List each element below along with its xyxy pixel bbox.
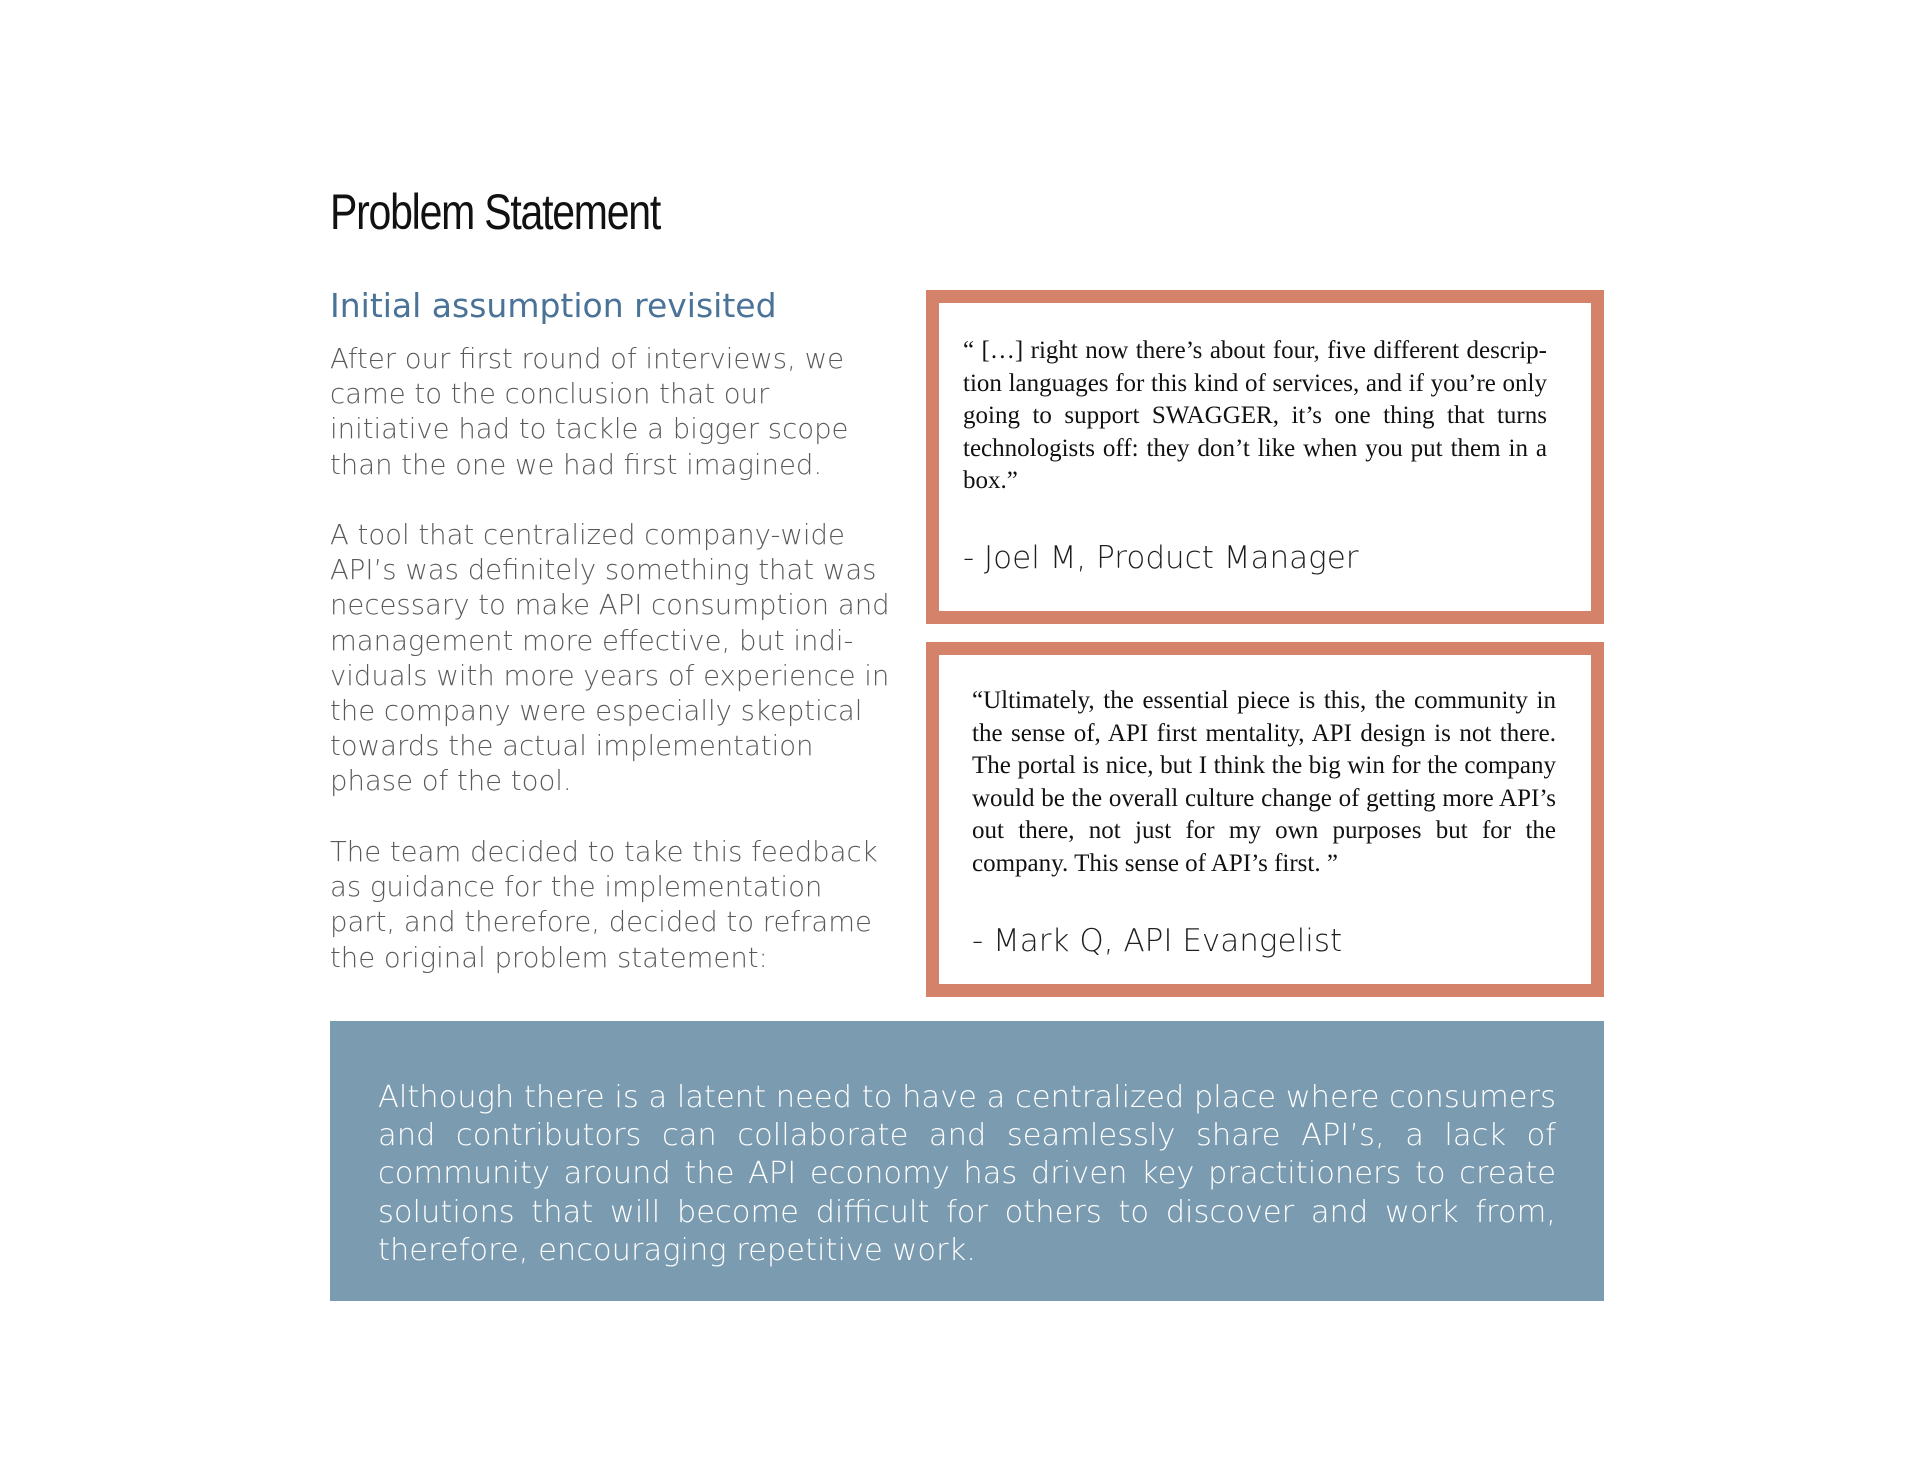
quote-attribution: - Joel M, Product Manager <box>963 540 1359 576</box>
reframe-paragraph: The team decided to take this feedback as guidance for the implementation part, and therefore, decided to reframe the original problem statement: <box>330 836 878 974</box>
quote-attribution: - Mark Q, API Evangelist <box>972 923 1343 959</box>
intro-paragraph: After our first round of interviews, we came to the conclusion that our initiative had to tackle a bigger scope than the one we had first imagined. <box>330 343 849 481</box>
problem-statement-box <box>330 1021 1604 1301</box>
quote-card-joel <box>926 290 1604 624</box>
quote-card-mark <box>926 642 1604 997</box>
problem-statement-text: Although there is a latent need to have a centralized place where consumers and contributors can collaborate and seamlessly share API’s, a lack of community around the API economy has driven key practitioners to create solutions that will become difficult for others to discover and work from, therefore, encouraging repetitive work. <box>378 1080 1556 1268</box>
page-title: Problem Statement <box>330 184 661 240</box>
quote-text: “ […] right now there’s about four, five different descrip-tion languages for this kind of services, and if you’re only going to support SWAGGER, it’s one thing that turns technologists off: they don’t like when you put them in a box.” <box>963 337 1547 494</box>
quote-text: “Ultimately, the essential piece is this, the community in the sense of, API first mentality, API design is not there. The portal is nice, but I think the big win for the company would be the overall culture change of getting more API’s out there, not just for my own purposes but for the company. This sense of API’s first. ” <box>972 687 1556 877</box>
section-subtitle: Initial assumption revisited <box>330 286 777 325</box>
skepticism-paragraph: A tool that centralized company-wide API’s was definitely something that was necessary to make API consumption and management more effective, but indi-viduals with more years of experience in the company were especially skeptical towards the actual implementation phase of the tool. <box>330 519 890 798</box>
